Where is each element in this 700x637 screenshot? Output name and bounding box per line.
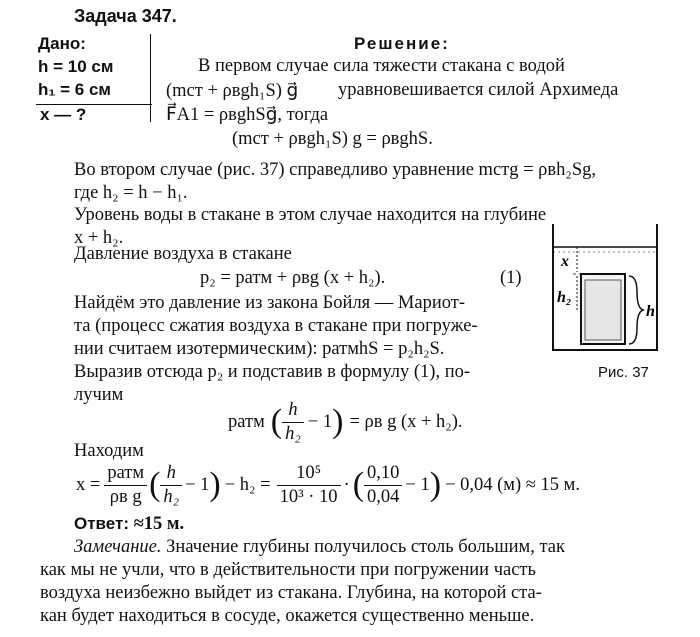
note-line3: воздуха неизбежно выйдет из стакана. Глубина, на которой ста- [40, 583, 542, 603]
p1-line3: F⃗A1 = ρвghSg⃗, тогда [166, 105, 329, 125]
equation-1: p₂ = pатм + ρвg (x + h₂). [200, 268, 386, 288]
eq3-fraction-3 [277, 462, 341, 507]
eq3-f3-den: 10³ · 10 [279, 486, 338, 507]
solution-heading: Решение: [354, 34, 450, 53]
p5-line3: нии считаем изотермическим): pатмhS = p₂h₂S. [74, 339, 445, 359]
eq3-minus-h2: − h₂ = [224, 474, 271, 495]
eq3-f4-num: 0,10 [364, 462, 402, 485]
given-label: Дано: [38, 34, 86, 53]
eq3-f3-num: 10⁵ [277, 462, 341, 485]
note-label: Замечание. [74, 537, 162, 557]
eq2-fraction [282, 399, 304, 444]
equation-3: x = $\frac{\text{pатм}}{\text{ρв g}}$ ( $\frac{h}{\text{h₂}}$ − 1 ) − h₂ = $\frac{\text{10⁵}}{\text{10³ · 10}}$ · ( $\frac{0,10}{0,04}$ − 1 ) − 0,04 (м) ≈ 15 м. [76, 463, 581, 507]
eq2-minus-one: − 1 [307, 411, 333, 432]
p4-line1: Давление воздуха в стакане [74, 244, 292, 264]
note-line2: как мы не учли, что в действительности при погружении часть [40, 560, 536, 580]
given-h: h = 10 см [38, 57, 114, 76]
note-line1 [74, 537, 565, 558]
given-vertical-divider [150, 34, 151, 122]
eq3-end: − 0,04 (м) ≈ 15 м. [445, 474, 581, 495]
eq3-minus-one: − 1 [185, 474, 210, 495]
fig-label-h2: h₂ [557, 289, 572, 306]
eq2-left: pатм [228, 411, 265, 432]
p3-line2: x + h₂. [74, 228, 124, 248]
p5-line1: Найдём это давление из закона Бойля — Мариот- [74, 293, 465, 313]
find-label: Находим [74, 441, 144, 461]
eq3-f2-num: h [160, 462, 182, 485]
eq3-x: x = [76, 474, 101, 495]
glass-inner [585, 280, 621, 340]
answer-value: ≈15 м. [133, 514, 185, 534]
eq3-dot: · [343, 474, 350, 495]
eq3-fraction-1 [104, 462, 147, 507]
eq3-f4-den: 0,04 [367, 486, 400, 507]
eq3-f1-den: ρв g [109, 486, 142, 507]
fig-label-x: x [561, 253, 569, 270]
given-find: x — ? [40, 105, 87, 124]
eq3-tail: − 1 [405, 474, 430, 495]
answer [74, 514, 184, 535]
equation-1-number: (1) [500, 268, 522, 288]
equation-2: pатм ( $\frac{h}{\text{h₂}}$ − 1 ) = ρв g (x + h₂). [228, 400, 463, 444]
answer-label: Ответ: [74, 514, 129, 533]
eq3-fraction-2 [160, 462, 182, 507]
eq2-frac-den: h₂ [285, 423, 301, 444]
note-line4: кан будет находиться в сосуде, окажется существенно меньше. [40, 606, 535, 626]
eq3-f2-den: h₂ [163, 486, 180, 507]
figure-caption: Рис. 37 [598, 364, 649, 381]
note-text-1: Значение глубины получилось столь большим, так [166, 537, 565, 557]
h-brace [629, 276, 643, 344]
p2-line2: где h₂ = h − h₁. [74, 183, 188, 203]
task-title: Задача 347. [74, 6, 177, 26]
p1-line1: В первом случае сила тяжести стакана с водой [198, 56, 565, 76]
eq2-frac-num: h [282, 399, 304, 422]
equation-0: (mст + ρвgh₁S) g = ρвghS. [232, 129, 433, 149]
given-h1: h₁ = 6 см [38, 80, 111, 99]
eq3-fraction-4 [364, 462, 402, 507]
p1-line2a: (mст + ρвgh₁S) g⃗ [166, 81, 299, 101]
p3-line1: Уровень воды в стакане в этом случае находится на глубине [74, 205, 547, 225]
eq3-f1-num: pатм [104, 462, 147, 485]
p6-line2: лучим [74, 385, 124, 405]
p5-line2: та (процесс сжатия воздуха в стакане при погруже- [74, 316, 478, 336]
p6-line1: Выразив отсюда p₂ и подставив в формулу (1), по- [74, 362, 471, 382]
figure-37-diagram [545, 220, 670, 360]
eq2-right: = ρв g (x + h₂). [349, 411, 463, 432]
fig-label-h: h [646, 303, 655, 320]
p1-line2b: уравновешивается силой Архимеда [338, 80, 619, 100]
p2-line1: Во втором случае (рис. 37) справедливо уравнение mстg = ρвh₂Sg, [74, 160, 597, 180]
